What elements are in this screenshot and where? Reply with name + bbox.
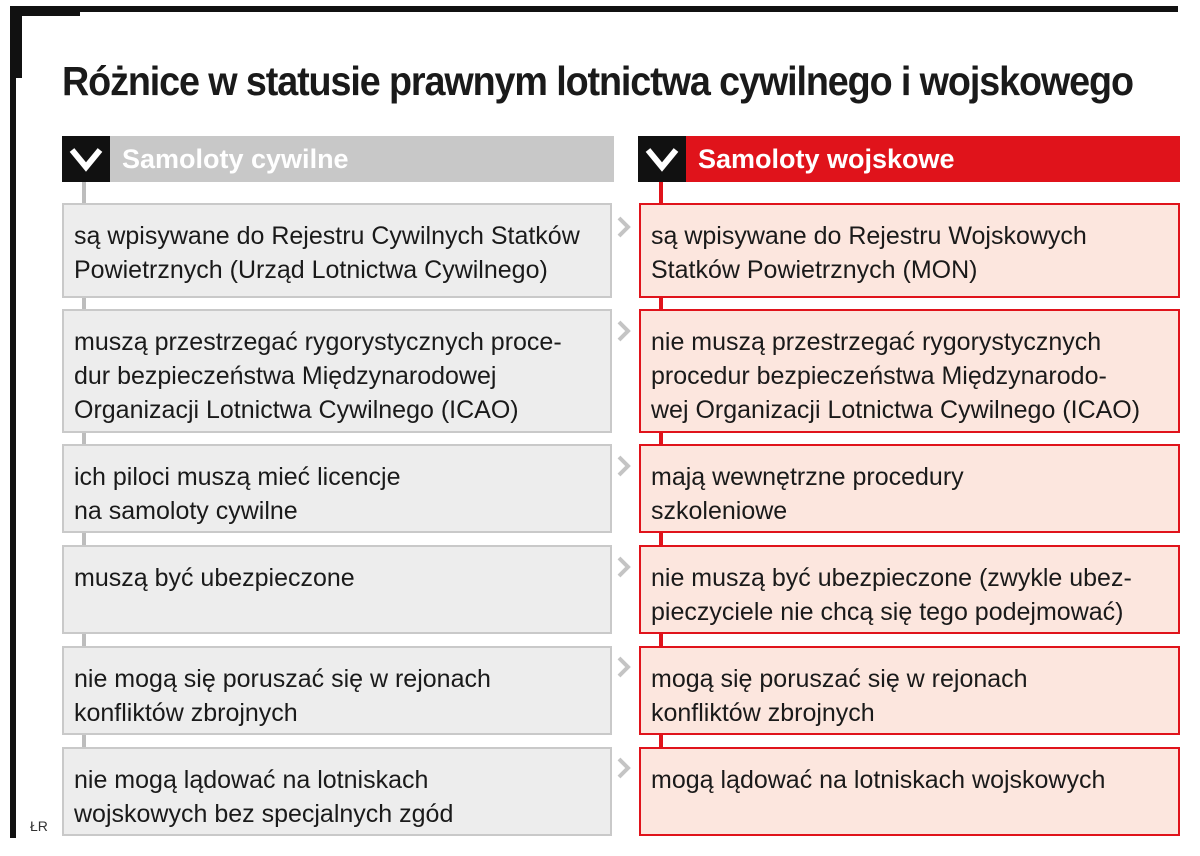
military-row-5: mogą się poruszać się w rejonach konfliktów zbrojnych: [639, 646, 1180, 735]
page-title: Różnice w statusie prawnym lotnictwa cywilnego i wojskowego: [62, 58, 1133, 104]
chevron-right-icon: [614, 453, 634, 479]
chevron-right-icon: [614, 554, 634, 580]
chevron-down-icon: [62, 136, 110, 182]
civil-row-4: muszą być ubezpieczone: [62, 545, 612, 634]
military-row-3: mają wewnętrzne procedury szkoleniowe: [639, 444, 1180, 533]
frame-corner-left: [10, 6, 22, 78]
column-header-military: [638, 136, 1180, 182]
civil-row-2: muszą przestrzegać rygorystycznych proce- dur bezpieczeństwa Międzynarodowej Organizacji Lotnictwa Cywilnego (ICAO): [62, 309, 612, 433]
frame-top-rule: [10, 6, 1178, 12]
civil-row-5: nie mogą się poruszać się w rejonach konfliktów zbrojnych: [62, 646, 612, 735]
military-row-2: nie muszą przestrzegać rygorystycznych procedur bezpieczeństwa Międzynarodo- wej Organizacji Lotnictwa Cywilnego (ICAO): [639, 309, 1180, 433]
source-credit: ŁR: [30, 818, 48, 834]
civil-row-1: są wpisywane do Rejestru Cywilnych Statków Powietrznych (Urząd Lotnictwa Cywilnego): [62, 203, 612, 298]
military-row-4: nie muszą być ubezpieczone (zwykle ubez- pieczyciele nie chcą się tego podejmować): [639, 545, 1180, 634]
military-row-1: są wpisywane do Rejestru Wojskowych Statków Powietrznych (MON): [639, 203, 1180, 298]
chevron-right-icon: [614, 755, 634, 781]
civil-row-6: nie mogą lądować na lotniskach wojskowych bez specjalnych zgód: [62, 747, 612, 836]
chevron-right-icon: [614, 214, 634, 240]
column-header-civil: [62, 136, 614, 182]
column-header-military-label: Samoloty wojskowe: [698, 143, 955, 174]
military-row-6: mogą lądować na lotniskach wojskowych: [639, 747, 1180, 836]
column-header-civil-label: Samoloty cywilne: [122, 143, 349, 174]
chevron-right-icon: [614, 654, 634, 680]
chevron-down-icon: [638, 136, 686, 182]
civil-row-3: ich piloci muszą mieć licencje na samoloty cywilne: [62, 444, 612, 533]
frame-left-rule: [10, 6, 16, 838]
chevron-right-icon: [614, 318, 634, 344]
